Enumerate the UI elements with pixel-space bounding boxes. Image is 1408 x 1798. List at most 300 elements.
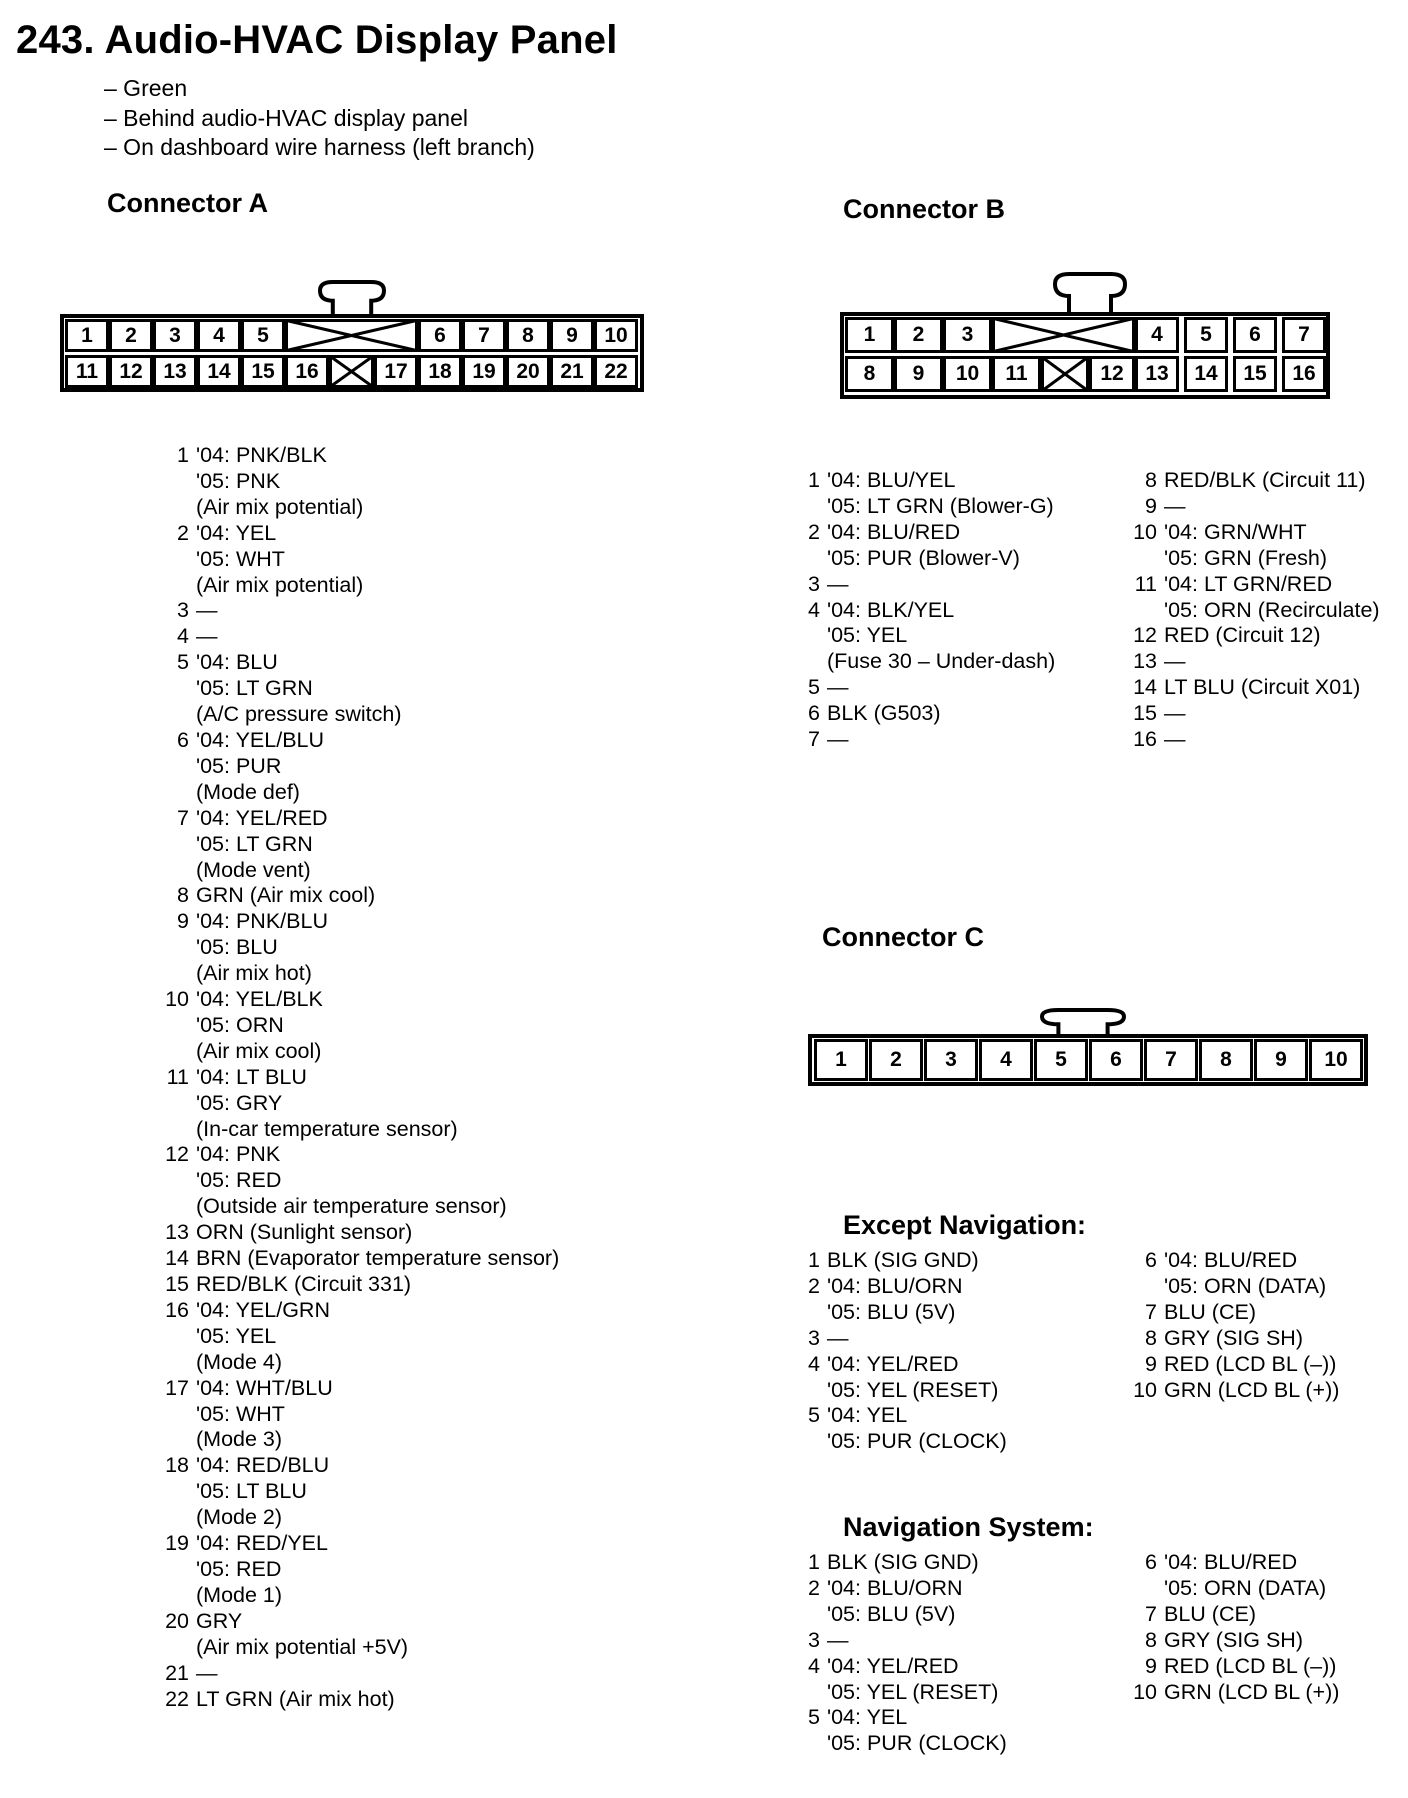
pin-cell: 3 xyxy=(943,317,992,353)
pin-description-line: BLK (SIG GND) xyxy=(827,1248,979,1272)
pin-entry xyxy=(806,1326,1007,1352)
pin-number: 14 xyxy=(165,1246,189,1271)
pin-cell: 13 xyxy=(1135,356,1179,392)
pin-cell: 13 xyxy=(153,355,197,388)
pin-cell: 6 xyxy=(1233,317,1277,353)
pin-description-line: RED/BLK (Circuit 11) xyxy=(1164,468,1366,492)
pin-entry xyxy=(162,909,559,987)
pin-description xyxy=(189,728,324,806)
pin-number: 19 xyxy=(165,1531,189,1556)
pin-description-line: — xyxy=(827,675,849,700)
pin-description xyxy=(189,598,218,624)
connector-b-diagram xyxy=(840,274,1340,399)
pin-description xyxy=(189,1376,333,1454)
connector-a-diagram xyxy=(60,282,644,392)
pin-description-line: (Mode def) xyxy=(196,779,300,804)
pin-description xyxy=(1157,701,1186,727)
pin-description-line: BLK (SIG GND) xyxy=(827,1550,979,1574)
pin-description-line: '04: LT GRN/RED xyxy=(1164,571,1333,596)
pin-description xyxy=(189,624,218,650)
pin-description xyxy=(189,521,363,599)
pin-number: 6 xyxy=(1145,1248,1157,1272)
pin-description-line: '05: ORN (DATA) xyxy=(1164,1273,1327,1298)
pin-entry xyxy=(806,1274,1007,1326)
pin-number: 3 xyxy=(808,571,820,596)
pin-description xyxy=(189,1220,412,1246)
pin-description xyxy=(189,1531,328,1609)
pin-entry xyxy=(162,1687,559,1713)
pin-number: 5 xyxy=(808,675,820,700)
pin-description-line: (Mode vent) xyxy=(196,857,311,882)
pin-description xyxy=(820,1705,1007,1757)
pin-description-line: '05: PUR (CLOCK) xyxy=(827,1731,1007,1756)
pin-number: 8 xyxy=(177,883,189,908)
pin-description-line: '05: RED xyxy=(196,1168,282,1193)
connector-a-blank-cavity-small xyxy=(329,355,374,388)
pin-description-line: — xyxy=(196,598,218,623)
pin-entry xyxy=(806,1403,1007,1455)
pin-entry xyxy=(162,883,559,909)
pin-number: 21 xyxy=(165,1660,189,1685)
pin-description-line: '05: YEL xyxy=(196,1323,277,1348)
pin-number: 10 xyxy=(1133,519,1157,544)
connector-c-heading: Connector C xyxy=(822,922,984,952)
pin-number: 9 xyxy=(1145,1351,1157,1376)
pin-description xyxy=(1157,1378,1339,1404)
pin-description xyxy=(189,1687,395,1713)
pin-entry xyxy=(162,521,559,599)
pin-description xyxy=(189,806,328,884)
pin-cell: 4 xyxy=(1135,317,1179,353)
pin-number: 8 xyxy=(1145,1627,1157,1652)
connector-b-pin-list-left xyxy=(806,468,1055,753)
pin-description-line: '04: LT BLU xyxy=(196,1064,307,1089)
pin-cell: 15 xyxy=(1233,356,1277,392)
pin-description xyxy=(1157,1326,1303,1352)
pin-number: 20 xyxy=(165,1608,189,1633)
pin-description-line: '04: BLU/RED xyxy=(1164,1248,1298,1272)
pin-description xyxy=(189,987,323,1065)
pin-number: 11 xyxy=(166,1064,189,1089)
pin-description-line: '05: LT GRN xyxy=(196,676,313,701)
pin-cell: 5 xyxy=(241,319,285,352)
pin-description-line: '04: YEL/BLU xyxy=(196,727,325,752)
pin-cell: 14 xyxy=(1184,356,1228,392)
pin-description-line: '04: BLU xyxy=(196,650,278,675)
pin-description-line: '04: BLU/RED xyxy=(827,519,961,544)
pin-cell: 9 xyxy=(1254,1039,1308,1081)
pin-description-line: ORN (Sunlight sensor) xyxy=(196,1220,413,1245)
pin-description xyxy=(820,468,1054,520)
pin-entry xyxy=(806,468,1055,520)
pin-entry xyxy=(1130,468,1380,494)
pin-number: 6 xyxy=(177,727,189,752)
pin-description-line: '04: GRN/WHT xyxy=(1164,519,1307,544)
pin-cell: 11 xyxy=(65,355,109,388)
pin-number: 10 xyxy=(1133,1377,1157,1402)
pin-entry xyxy=(162,443,559,521)
pin-description-line: (Mode 1) xyxy=(196,1582,283,1607)
pin-description-line: '04: YEL/RED xyxy=(827,1653,959,1678)
pin-number: 16 xyxy=(1133,727,1157,752)
pin-number: 7 xyxy=(1145,1601,1157,1626)
pin-description-line: '04: RED/YEL xyxy=(196,1531,328,1556)
pin-description-line: '04: YEL/RED xyxy=(196,805,328,830)
pin-number: 7 xyxy=(177,805,189,830)
pin-entry xyxy=(1130,1628,1339,1654)
pin-number: 13 xyxy=(1133,649,1157,674)
pin-entry xyxy=(1130,1300,1339,1326)
pin-description-line: '04: PNK/BLU xyxy=(196,909,328,934)
pin-description-line: '05: PUR (Blower-V) xyxy=(827,545,1020,570)
navigation-system-pin-list-right xyxy=(1130,1550,1339,1705)
pin-number: 1 xyxy=(808,1248,820,1272)
connector-a-blank-cavity xyxy=(285,319,418,352)
pin-entry xyxy=(162,728,559,806)
pin-description-line: '04: YEL xyxy=(827,1403,908,1428)
pin-description xyxy=(189,1453,329,1531)
pin-number: 10 xyxy=(1133,1679,1157,1704)
pin-number: 4 xyxy=(808,597,820,622)
pin-description-line: — xyxy=(827,571,849,596)
pin-description-line: '04: YEL xyxy=(827,1705,908,1730)
pin-cell: 9 xyxy=(550,319,594,352)
pin-description xyxy=(189,1661,218,1687)
connector-info xyxy=(104,74,535,163)
pin-number: 15 xyxy=(1133,701,1157,726)
pin-description xyxy=(189,883,375,909)
pin-description-line: — xyxy=(827,727,849,752)
pin-cell: 10 xyxy=(594,319,638,352)
pin-description-line: LT BLU (Circuit X01) xyxy=(1164,675,1361,700)
pin-description xyxy=(189,1246,559,1272)
connector-b-latch xyxy=(1051,270,1129,318)
pin-description-line: '05: ORN (DATA) xyxy=(1164,1575,1327,1600)
pin-entry xyxy=(806,1576,1007,1628)
pin-entry xyxy=(162,1298,559,1376)
pin-description-line: '05: BLU xyxy=(196,935,278,960)
pin-cell: 21 xyxy=(550,355,594,388)
pin-number: 5 xyxy=(177,650,189,675)
connector-b-blank-cavity xyxy=(992,317,1135,353)
pin-description xyxy=(1157,520,1327,572)
pin-description xyxy=(189,909,328,987)
pin-cell: 7 xyxy=(1144,1039,1198,1081)
pin-description xyxy=(1157,649,1186,675)
pin-description-line: '05: PNK xyxy=(196,468,281,493)
pin-entry xyxy=(1130,701,1380,727)
pin-entry xyxy=(162,1220,559,1246)
pin-description xyxy=(1157,1300,1256,1326)
pin-description-line: '05: BLU (5V) xyxy=(827,1601,956,1626)
pin-entry xyxy=(162,1142,559,1220)
pin-entry xyxy=(806,701,1055,727)
pin-entry xyxy=(1130,649,1380,675)
pin-entry xyxy=(1130,623,1380,649)
pin-description xyxy=(189,1272,411,1298)
pin-description-line: — xyxy=(827,1325,849,1350)
pin-entry xyxy=(806,727,1055,753)
pin-description-line: — xyxy=(1164,701,1186,726)
pin-description-line: '05: GRY xyxy=(196,1090,283,1115)
pin-description-line: '05: YEL xyxy=(827,623,908,648)
pin-description-line: (In-car temperature sensor) xyxy=(196,1116,458,1141)
pin-number: 6 xyxy=(808,701,820,726)
pin-entry xyxy=(1130,1352,1339,1378)
pin-description xyxy=(820,598,1055,676)
pin-description-line: RED (LCD BL (–)) xyxy=(1164,1351,1337,1376)
pin-description xyxy=(1157,675,1360,701)
pin-cell: 4 xyxy=(197,319,241,352)
pin-description-line: '04: RED/BLU xyxy=(196,1453,330,1478)
pin-entry xyxy=(162,1376,559,1454)
pin-entry xyxy=(1130,1602,1339,1628)
connector-a-pin-list xyxy=(162,443,559,1712)
pin-entry xyxy=(1130,1326,1339,1352)
pin-cell: 14 xyxy=(197,355,241,388)
pin-description-line: — xyxy=(196,1660,218,1685)
pin-cell: 12 xyxy=(1089,356,1135,392)
pin-entry xyxy=(162,1065,559,1143)
pin-number: 2 xyxy=(177,520,189,545)
pin-cell: 8 xyxy=(1199,1039,1253,1081)
pin-number: 1 xyxy=(808,468,820,492)
pin-description-line: RED (Circuit 12) xyxy=(1164,623,1321,648)
pin-description xyxy=(820,1352,998,1404)
pin-description xyxy=(1157,1602,1256,1628)
pin-number: 15 xyxy=(165,1272,189,1296)
pin-description-line: LT GRN (Air mix hot) xyxy=(196,1686,395,1711)
pin-cell: 3 xyxy=(153,319,197,352)
pin-number: 16 xyxy=(165,1297,189,1322)
pin-description-line: '04: YEL/RED xyxy=(827,1351,959,1376)
pin-description-line: '05: ORN (Recirculate) xyxy=(1164,597,1380,622)
pin-description xyxy=(189,1298,330,1376)
pin-entry xyxy=(806,598,1055,676)
pin-description-line: '05: WHT xyxy=(196,546,285,571)
pin-description xyxy=(189,650,402,728)
pin-number: 1 xyxy=(808,1550,820,1574)
pin-description xyxy=(1157,1680,1339,1706)
pin-entry xyxy=(806,520,1055,572)
pin-cell: 1 xyxy=(814,1039,868,1081)
pin-cell: 5 xyxy=(1034,1039,1088,1081)
pin-number: 9 xyxy=(1145,493,1157,518)
pin-description-line: (Mode 4) xyxy=(196,1349,283,1374)
pin-description-line: '05: ORN xyxy=(196,1012,284,1037)
pin-description-line: '04: BLU/ORN xyxy=(827,1273,963,1298)
pin-description-line: '05: GRN (Fresh) xyxy=(1164,545,1327,570)
pin-number: 8 xyxy=(1145,1325,1157,1350)
connector-a-heading: Connector A xyxy=(107,188,268,218)
pin-description-line: '05: PUR xyxy=(196,753,282,778)
pin-cell: 8 xyxy=(845,356,894,392)
pin-description-line: '05: LT BLU xyxy=(196,1479,307,1504)
pin-description-line: '04: PNK xyxy=(196,1142,281,1167)
pin-description-line: (Mode 2) xyxy=(196,1505,283,1530)
pin-cell: 19 xyxy=(462,355,506,388)
pin-cell: 20 xyxy=(506,355,550,388)
pin-description-line: '05: LT GRN (Blower-G) xyxy=(827,493,1054,518)
pin-cell: 7 xyxy=(1282,317,1326,353)
pin-description xyxy=(820,1654,998,1706)
pin-cell: 1 xyxy=(845,317,894,353)
pin-cell: 10 xyxy=(1309,1039,1363,1081)
pin-entry xyxy=(1130,1550,1339,1602)
pin-cell: 1 xyxy=(65,319,109,352)
pin-description xyxy=(820,701,941,727)
pin-number: 7 xyxy=(1145,1299,1157,1324)
pin-cell: 18 xyxy=(418,355,462,388)
pin-number: 2 xyxy=(808,519,820,544)
pin-entry xyxy=(162,1531,559,1609)
pin-entry xyxy=(162,1272,559,1298)
pin-entry xyxy=(162,1453,559,1531)
navigation-system-heading: Navigation System: xyxy=(843,1512,1094,1542)
pin-description-line: (Air mix potential) xyxy=(196,494,364,519)
pin-number: 5 xyxy=(808,1403,820,1428)
pin-description xyxy=(1157,572,1380,624)
page-title: 243. Audio-HVAC Display Panel xyxy=(16,18,618,62)
info-color: – Green xyxy=(104,75,188,101)
pin-number: 12 xyxy=(1133,623,1157,648)
pin-number: 17 xyxy=(165,1375,189,1400)
pin-cell: 2 xyxy=(869,1039,923,1081)
pin-description-line: — xyxy=(1164,727,1186,752)
pin-entry xyxy=(1130,520,1380,572)
pin-cell: 16 xyxy=(285,355,329,388)
pin-cell: 2 xyxy=(894,317,943,353)
pin-entry xyxy=(162,1246,559,1272)
pin-description-line: (Air mix potential) xyxy=(196,572,364,597)
pin-entry xyxy=(162,624,559,650)
pin-description-line: '04: BLU/ORN xyxy=(827,1575,963,1600)
pin-cell: 11 xyxy=(992,356,1041,392)
pin-entry xyxy=(162,806,559,884)
pin-entry xyxy=(162,1661,559,1687)
pin-number: 10 xyxy=(165,987,189,1012)
pin-entry xyxy=(806,1654,1007,1706)
pin-cell: 7 xyxy=(462,319,506,352)
pin-description xyxy=(1157,623,1321,649)
pin-cell: 15 xyxy=(241,355,285,388)
pin-entry xyxy=(806,572,1055,598)
pin-description-line: (Air mix potential +5V) xyxy=(196,1634,409,1659)
pin-number: 18 xyxy=(165,1453,189,1478)
pin-description-line: (Fuse 30 – Under-dash) xyxy=(827,649,1056,674)
pin-cell: 4 xyxy=(979,1039,1033,1081)
pin-cell: 16 xyxy=(1282,356,1326,392)
pin-description xyxy=(820,572,849,598)
pin-description xyxy=(820,1628,849,1654)
pin-description-line: '04: YEL/GRN xyxy=(196,1297,330,1322)
connector-b-blank-cavity-small xyxy=(1041,356,1089,392)
pin-entry xyxy=(806,1248,1007,1274)
pin-number: 9 xyxy=(1145,1653,1157,1678)
pin-cell: 6 xyxy=(418,319,462,352)
pin-number: 2 xyxy=(808,1273,820,1298)
pin-description xyxy=(189,443,363,521)
pin-description xyxy=(1157,1248,1326,1300)
pin-number: 7 xyxy=(808,727,820,752)
pin-entry xyxy=(1130,675,1380,701)
pin-entry xyxy=(806,1352,1007,1404)
pin-number: 13 xyxy=(165,1220,189,1245)
info-location: – Behind audio-HVAC display panel xyxy=(104,104,468,131)
pin-description xyxy=(820,1248,979,1274)
pin-description-line: BLK (G503) xyxy=(827,701,941,726)
pin-entry xyxy=(1130,572,1380,624)
pin-description xyxy=(189,1065,458,1143)
pin-description-line: — xyxy=(1164,493,1186,518)
pin-entry xyxy=(806,1628,1007,1654)
pin-description-line: BRN (Evaporator temperature sensor) xyxy=(196,1246,560,1271)
pin-number: 4 xyxy=(177,624,189,649)
pin-entry xyxy=(162,650,559,728)
info-harness: – On dashboard wire harness (left branch) xyxy=(104,134,535,160)
pin-number: 5 xyxy=(808,1705,820,1730)
pin-description-line: (Air mix cool) xyxy=(196,1038,322,1063)
pin-cell: 3 xyxy=(924,1039,978,1081)
pin-description-line: '04: YEL/BLK xyxy=(196,987,323,1012)
pin-number: 9 xyxy=(177,909,189,934)
pin-entry xyxy=(1130,1680,1339,1706)
pin-description xyxy=(1157,494,1186,520)
pin-cell: 8 xyxy=(506,319,550,352)
pin-description-line: '04: PNK/BLK xyxy=(196,443,327,467)
pin-number: 22 xyxy=(165,1686,189,1711)
pin-description xyxy=(820,520,1020,572)
pin-description-line: RED (LCD BL (–)) xyxy=(1164,1653,1337,1678)
pin-entry xyxy=(1130,1378,1339,1404)
pin-cell: 6 xyxy=(1089,1039,1143,1081)
pin-number: 4 xyxy=(808,1653,820,1678)
pin-description-line: '05: WHT xyxy=(196,1401,285,1426)
pin-entry xyxy=(162,1609,559,1661)
pin-entry xyxy=(1130,1248,1339,1300)
pin-description-line: '05: YEL (RESET) xyxy=(827,1377,999,1402)
pin-description-line: '04: YEL xyxy=(196,520,277,545)
pin-number: 4 xyxy=(808,1351,820,1376)
connector-b-pin-list-right xyxy=(1130,468,1380,753)
pin-description-line: (A/C pressure switch) xyxy=(196,702,402,727)
pin-entry xyxy=(1130,727,1380,753)
pin-entry xyxy=(806,675,1055,701)
except-navigation-pin-list-right xyxy=(1130,1248,1339,1403)
pin-entry xyxy=(162,987,559,1065)
pin-description-line: '05: PUR (CLOCK) xyxy=(827,1429,1007,1454)
pin-description-line: GRY (SIG SH) xyxy=(1164,1627,1303,1652)
pin-entry xyxy=(806,1705,1007,1757)
pin-number: 3 xyxy=(808,1325,820,1350)
pin-description-line: '05: YEL (RESET) xyxy=(827,1679,999,1704)
pin-description-line: (Mode 3) xyxy=(196,1427,283,1452)
pin-entry xyxy=(806,1550,1007,1576)
pin-description-line: RED/BLK (Circuit 331) xyxy=(196,1272,412,1296)
except-navigation-pin-list-left xyxy=(806,1248,1007,1455)
except-navigation-heading: Except Navigation: xyxy=(843,1210,1087,1240)
connector-c-diagram xyxy=(808,1010,1368,1090)
pin-cell: 2 xyxy=(109,319,153,352)
pin-number: 12 xyxy=(165,1142,189,1167)
pin-number: 11 xyxy=(1134,571,1157,596)
pin-description-line: GRN (Air mix cool) xyxy=(196,883,376,908)
pin-description-line: '05: RED xyxy=(196,1556,282,1581)
pin-description-line: '05: LT GRN xyxy=(196,831,313,856)
pin-description-line: '04: BLU/RED xyxy=(1164,1550,1298,1574)
pin-description xyxy=(1157,1654,1336,1680)
pin-description-line: (Outside air temperature sensor) xyxy=(196,1194,507,1219)
